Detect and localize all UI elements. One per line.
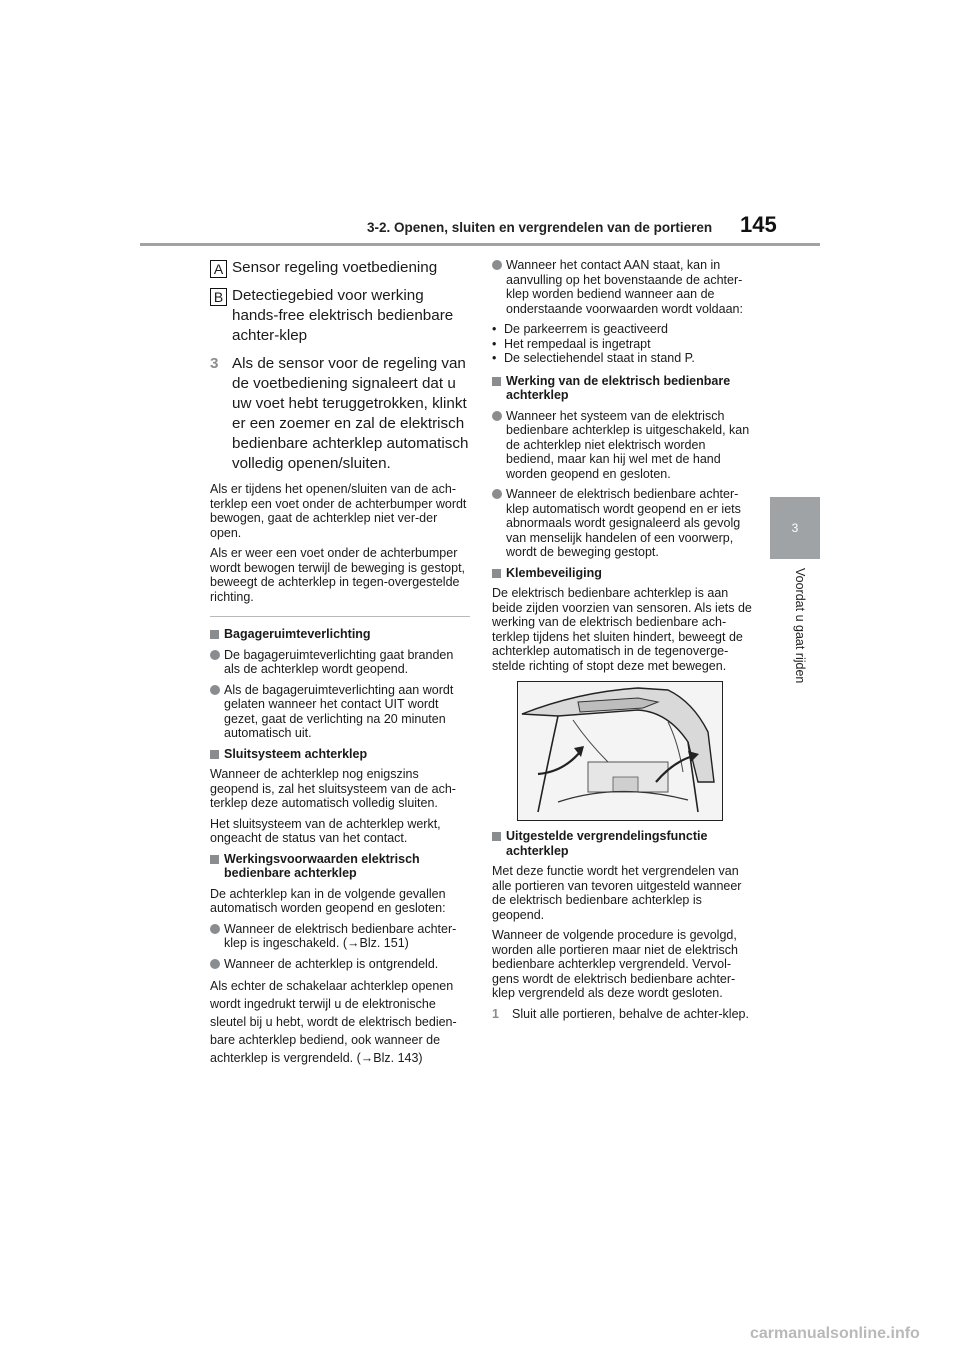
bullet-item: Wanneer de elektrisch bedienbare achter-klep is ingeschakeld. (→Blz. 151) (210, 922, 470, 951)
sub-item: • Het rempedaal is ingetrapt (492, 337, 756, 352)
section-title: Bagageruimteverlichting (210, 627, 470, 642)
step-3 (210, 354, 470, 474)
square-bullet-icon (210, 630, 219, 639)
left-column (210, 258, 470, 1073)
legend-item-b (210, 286, 470, 346)
paragraph: Als echter de schakelaar achterklep openen wordt ingedrukt terwijl u de elektronische sleutel bij u hebt, wordt de elektrisch bedien-bare achterklep bediend, ook wanneer de achterklep is vergrendeld. (→Blz. 143) (210, 979, 457, 1065)
section-title: Sluitsysteem achterklep (210, 747, 470, 762)
legend-text: Detectiegebied voor werking hands-free elektrisch bedienbare achter-klep (232, 287, 454, 344)
divider (210, 616, 470, 617)
bullet-item: De bagageruimteverlichting gaat branden als de achterklep wordt geopend. (210, 648, 470, 677)
bullet-item: Wanneer de elektrisch bedienbare achter-klep automatisch wordt geopend en er iets abnormaals wordt gesignaleerd als gevolg van menselijk handelen of een voorwerp, wordt de beweging gestopt. (492, 487, 756, 560)
paragraph: Wanneer de volgende procedure is gevolgd, worden alle portieren maar niet de elektrisch bedienbare achterklep vergrendeld. Vervol-gens wordt de elektrisch bedienbare achter-klep vergrendeld als deze wordt gesloten. (492, 928, 738, 1000)
step-text: Sluit alle portieren, behalve de achter-klep. (512, 1006, 749, 1021)
paragraph: Met deze functie wordt het vergrendelen van alle portieren van tevoren uitgesteld wanneer de elektrisch bedienbare achterklep is geopend. (492, 864, 742, 922)
square-bullet-icon (492, 569, 501, 578)
step-number: 1 (492, 1006, 499, 1021)
callout-b: B (210, 288, 227, 306)
note-paragraph: Als er tijdens het openen/sluiten van de ach-terklep een voet onder de achterbumper wordt bewogen, gaat de achterklep niet ver-der open. (210, 482, 467, 540)
paragraph: De elektrisch bedienbare achterklep is aan beide zijden voorzien van sensoren. Als iets de werking van de elektrisch bedienbare ach-terklep tijdens het sluiten hindert, beweegt de achterklep automatisch in de tegenoverge-stelde richting of stopt deze met bewegen. (492, 586, 752, 673)
sub-list (492, 322, 756, 366)
legend-item-a (210, 258, 470, 278)
round-bullet-icon (492, 260, 502, 270)
section-header: 3-2. Openen, sluiten en vergrendelen van de portieren (367, 220, 713, 235)
section-title: Uitgestelde vergrendelingsfunctie achterklep (492, 829, 756, 858)
round-bullet-icon (492, 411, 502, 421)
bullet-item: Wanneer het systeem van de elektrisch bedienbare achterklep is uitgeschakeld, kan de achterklep niet elektrisch worden bediend, maar kan hij wel met de hand worden geopend en gesloten. (492, 409, 756, 482)
step-number: 3 (210, 355, 219, 372)
page-number: 145 (740, 212, 777, 237)
square-bullet-icon (492, 832, 501, 841)
tailgate-illustration-svg (518, 682, 722, 820)
paragraph: Wanneer de achterklep nog enigszins geopend is, zal het sluitsysteem van de ach-terklep deze automatisch volledig sluiten. (210, 767, 456, 810)
sub-item: • De parkeerrem is geactiveerd (492, 322, 756, 337)
site-watermark: carmanualsonline.info (750, 1325, 920, 1342)
bullet-item: Wanneer de achterklep is ontgrendeld. (210, 957, 470, 972)
square-bullet-icon (210, 855, 219, 864)
sub-item: • De selectiehendel staat in stand P. (492, 351, 756, 366)
paragraph: Het sluitsysteem van de achterklep werkt, ongeacht de status van het contact. (210, 816, 441, 845)
round-bullet-icon (210, 685, 220, 695)
chapter-label: Voordat u gaat rijden (793, 568, 807, 684)
round-bullet-icon (210, 959, 220, 969)
legend-text: Sensor regeling voetbediening (232, 259, 438, 276)
right-column (492, 258, 756, 1021)
chapter-tab[interactable]: 3 (770, 497, 820, 559)
section-title: Klembeveiliging (492, 566, 756, 581)
round-bullet-icon (210, 650, 220, 660)
bullet-item: Als de bagageruimteverlichting aan wordt gelaten wanneer het contact UIT wordt gezet, gaat de verlichting na 20 minuten automatisch uit. (210, 683, 470, 741)
header-rule (140, 243, 820, 246)
step-1 (492, 1007, 756, 1022)
section-title: Werkingsvoorwaarden elektrisch bedienbare achterklep (210, 852, 470, 881)
tailgate-sensor-illustration (517, 681, 723, 821)
callout-a: A (210, 260, 227, 278)
section-title: Werking van de elektrisch bedienbare achterklep (492, 374, 756, 403)
round-bullet-icon (210, 924, 220, 934)
square-bullet-icon (210, 750, 219, 759)
round-bullet-icon (492, 489, 502, 499)
square-bullet-icon (492, 377, 501, 386)
paragraph: De achterklep kan in de volgende gevallen automatisch worden geopend en gesloten: (210, 886, 446, 915)
step-text: Als de sensor voor de regeling van de voetbediening signaleert dat u uw voet hebt teruggetrokken, klinkt er een zoemer en zal de elektrisch bedienbare achterklep automatisch volledig openen/sluiten. (232, 355, 469, 472)
note-paragraph: Als er weer een voet onder de achterbumper wordt bewogen terwijl de beweging is gestopt, beweegt de achterklep in tegen-overgestelde richting. (210, 546, 466, 604)
bullet-item: Wanneer het contact AAN staat, kan in aanvulling op het bovenstaande de achter-klep worden bediend wanneer aan de onderstaande voorwaarden wordt voldaan: (492, 258, 756, 316)
